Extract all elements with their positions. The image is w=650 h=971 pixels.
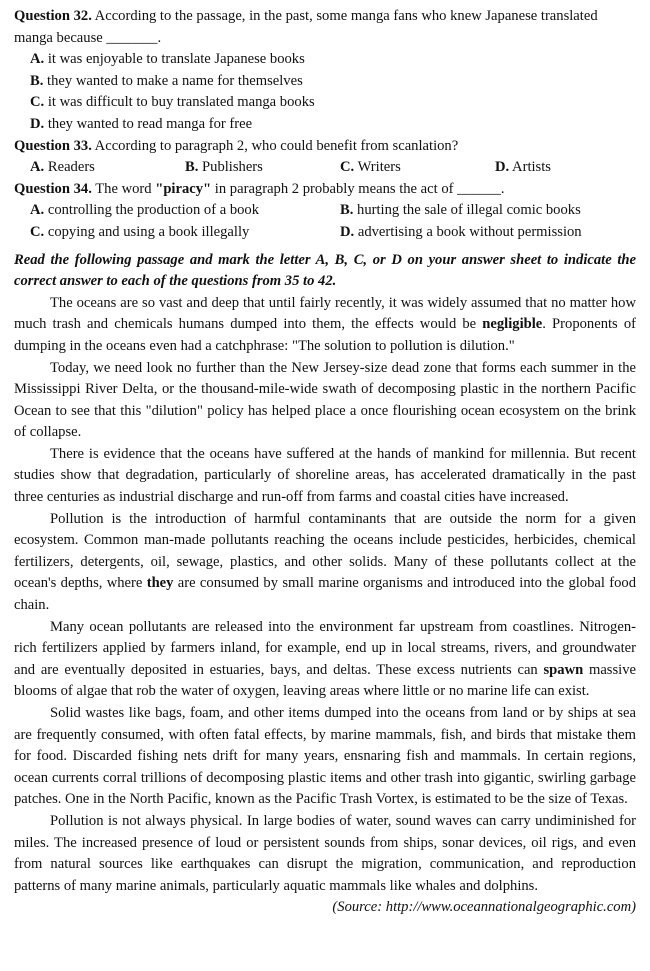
q33-option-c [340, 157, 495, 179]
option-text: Writers [354, 159, 401, 176]
option-text: it was enjoyable to translate Japanese books [44, 51, 305, 68]
q33-option-d [495, 157, 551, 179]
question-32-number: Question 32. [14, 8, 92, 24]
q34-option-d [340, 222, 582, 244]
highlighted-word: spawn [543, 661, 584, 678]
passage-paragraph-5 [14, 617, 636, 703]
q32-option-c [14, 92, 636, 114]
q32-option-d [14, 114, 636, 136]
q34-option-b [340, 200, 581, 222]
option-text: it was difficult to buy translated manga books [44, 94, 315, 111]
highlighted-word: negligible [482, 316, 543, 333]
option-letter: B. [185, 159, 199, 176]
passage-paragraph-1 [14, 293, 636, 358]
paragraph-text: are consumed by small marine organisms and introduced into the global food chain. [14, 575, 636, 614]
option-text: Publishers [198, 159, 263, 176]
option-text: copying and using a book illegally [44, 223, 250, 240]
instruction: Read the following passage and mark the letter A, B, C, or D on your answer sheet to indicate the correct answer to each of the questions from 35 to 42. [14, 251, 636, 290]
option-letter: D. [340, 223, 355, 240]
passage-paragraph-4 [14, 509, 636, 617]
option-text: controlling the production of a book [44, 202, 260, 219]
paragraph-text: Many ocean pollutants are released into the environment far upstream from coastlines. Nitrogen-rich fertilizers applied by farmers inland, for example, end up in local streams, rivers, and groundwater and are eventually deposited in estuaries, bays, and deltas. These excess nutrients can [14, 618, 636, 678]
q33-option-b [185, 157, 340, 179]
passage-paragraph-7: Pollution is not always physical. In large bodies of water, sound waves can carry undiminished for miles. The increased presence of loud or persistent sounds from ships, sonar devices, oil rigs, and even from natural sources like earthquakes can disrupt the migration, communication, and reproduction patterns of many marine animals, particularly aquatic mammals like whales and dolphins. [14, 812, 636, 894]
option-text: Artists [509, 159, 551, 176]
passage-paragraph-6: Solid wastes like bags, foam, and other items dumped into the oceans from land or by ships at sea are frequently consumed, with often fatal effects, by marine mammals, fish, and birds that mistake them for food. Discarded fishing nets drift for many years, ensnaring fish and mammals. In certain regions, ocean currents corral trillions of decomposing plastic items and other trash into gigantic, swirling garbage patches. One in the North Pacific, known as the Pacific Trash Vortex, is estimated to be the size of Texas. [14, 705, 636, 808]
option-letter: D. [495, 159, 510, 176]
q33-options [14, 157, 636, 179]
option-letter: D. [30, 115, 45, 132]
option-letter: C. [340, 159, 355, 176]
option-text: advertising a book without permission [354, 223, 582, 240]
question-34-stem-pre: The word [91, 180, 156, 197]
paragraph-text: The oceans are so vast and deep that until fairly recently, it was widely assumed that no matter how much trash and chemicals humans dumped into them, the effects would be [14, 294, 636, 333]
question-33 [14, 136, 636, 158]
highlighted-word: they [146, 575, 174, 592]
option-letter: C. [30, 94, 45, 111]
q34-options-row-2 [14, 222, 636, 244]
option-letter: C. [30, 223, 45, 240]
paragraph-text: . Proponents of dumping in the oceans even had a catchphrase: "The solution to pollution is dilution." [14, 316, 636, 354]
source-citation: (Source: http://www.oceannationalgeographic.com) [332, 899, 636, 916]
q34-options-row-1 [14, 200, 636, 222]
option-text: hurting the sale of illegal comic books [353, 202, 581, 219]
paragraph-text: massive blooms of algae that rob the water of oxygen, leaving areas where little or no marine life can exist. [14, 661, 636, 700]
q32-option-b [14, 71, 636, 93]
option-letter: B. [340, 202, 354, 219]
option-text: Readers [44, 159, 95, 176]
option-letter: A. [30, 159, 45, 176]
option-letter: B. [30, 72, 44, 89]
question-33-stem: According to paragraph 2, who could benefit from scanlation? [91, 137, 459, 154]
option-letter: A. [30, 51, 45, 68]
question-32-stem: According to the passage, in the past, some manga fans who knew Japanese translated manga because _______. [14, 8, 598, 46]
q33-option-a [30, 157, 185, 179]
option-text: they wanted to make a name for themselves [43, 72, 303, 89]
question-34-stem-post: in paragraph 2 probably means the act of ______. [211, 180, 505, 197]
option-letter: A. [30, 202, 45, 219]
question-33-number: Question 33. [14, 137, 92, 154]
question-32 [14, 6, 636, 49]
q34-option-a [30, 200, 340, 222]
q34-option-c [30, 222, 340, 244]
passage-paragraph-3: There is evidence that the oceans have suffered at the hands of mankind for millennia. But recent studies show that degradation, particularly of shoreline areas, has accelerated dramatically in the past three centuries as industrial discharge and run-off from farms and coastal cities have increased. [14, 445, 636, 506]
passage-paragraph-2: Today, we need look no further than the New Jersey-size dead zone that forms each summer in the Mississippi River Delta, or the thousand-mile-wide swath of decomposing plastic in the northern Pacific Ocean to see that this "dilution" policy has helped place a once flourishing ocean ecosystem on the brink of collapse. [14, 359, 636, 441]
question-34-number: Question 34. [14, 180, 92, 197]
paragraph-text: Pollution is the introduction of harmful contaminants that are outside the norm for a given ecosystem. Common man-made pollutants reaching the oceans include pesticides, herbicides, chemical fertilizers, detergents, oil, sewage, plastics, and other solids. Many of these pollutants collect at the ocean's depths, where [14, 510, 636, 592]
question-34 [14, 179, 636, 201]
question-34-keyword: "piracy" [155, 180, 212, 197]
q32-option-a [14, 49, 636, 71]
option-text: they wanted to read manga for free [44, 115, 253, 132]
